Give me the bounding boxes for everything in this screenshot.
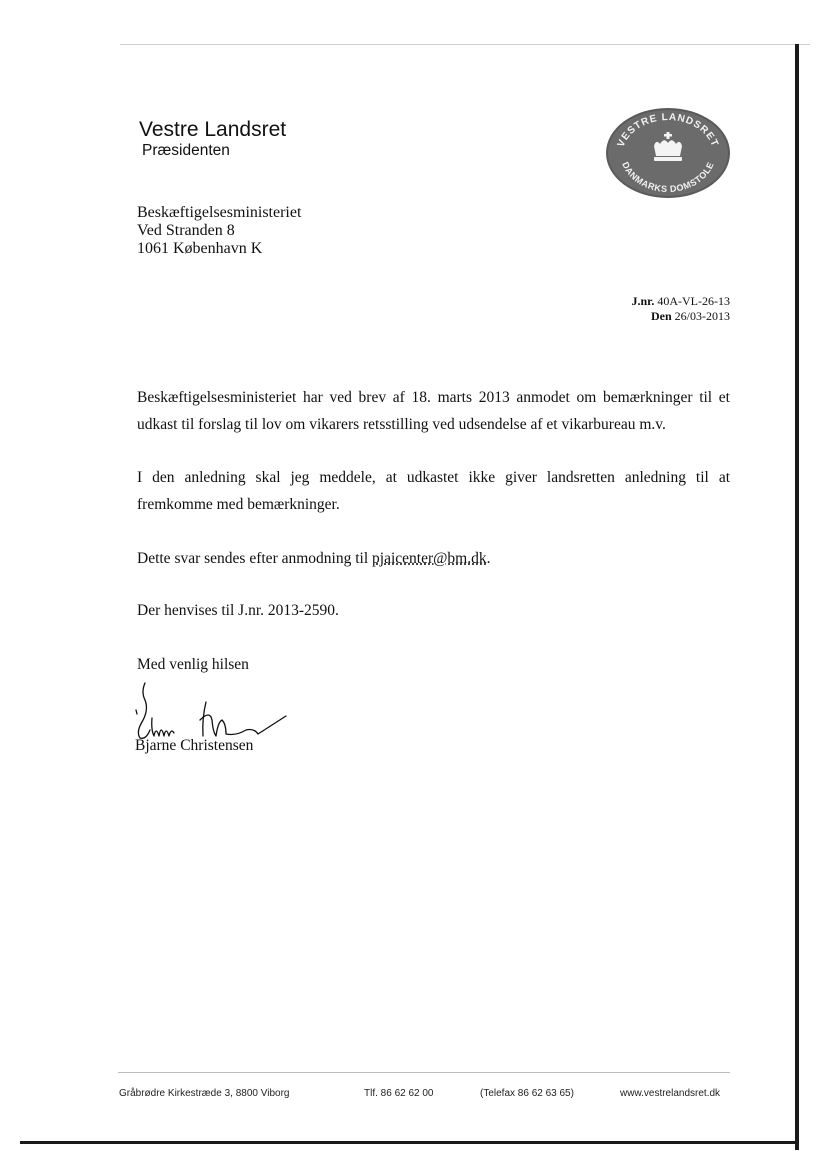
court-name: Vestre Landsret [139, 118, 287, 141]
svg-text:DANMARKS DOMSTOLE: DANMARKS DOMSTOLE [620, 160, 716, 195]
scan-edge-right [795, 44, 799, 1150]
jnr-label: J.nr. [631, 294, 655, 308]
date-value: 26/03-2013 [674, 309, 730, 323]
email-link[interactable]: pjaicenter@bm.dk [372, 550, 487, 567]
body-paragraph-4: Der henvises til J.nr. 2013-2590. [137, 602, 339, 619]
scan-edge-top [120, 44, 810, 45]
body-paragraph-3 [137, 545, 730, 572]
closing-greeting: Med venlig hilsen [137, 656, 249, 673]
scan-edge-bottom [20, 1141, 799, 1144]
recipient-line: Beskæftigelsesministeriet [137, 204, 302, 221]
footer-fax: (Telefax 86 62 63 65) [480, 1088, 574, 1099]
footer-divider [118, 1072, 730, 1073]
paragraph-3-suffix: . [486, 550, 491, 567]
recipient-line: 1061 København K [137, 240, 263, 257]
footer-website[interactable]: www.vestrelandsret.dk [620, 1088, 721, 1099]
paragraph-3-prefix: Dette svar sendes efter anmodning til [137, 550, 373, 567]
svg-text:VESTRE LANDSRET: VESTRE LANDSRET [615, 111, 721, 149]
court-office: Præsidenten [142, 142, 230, 159]
recipient-address [137, 204, 301, 258]
signer-name: Bjarne Christensen [135, 737, 254, 754]
court-seal-logo [604, 106, 732, 200]
jnr-value: 40A-VL-26-13 [657, 294, 730, 308]
footer-address: Gråbrødre Kirkestræde 3, 8800 Viborg [119, 1088, 290, 1099]
body-paragraph-1: Beskæftigelsesministeriet har ved brev af 18. marts 2013 anmodet om bemærkninger til et udkast til forslag til lov om vikarers retsstilling ved udsendelse af et vikarbureau m.v. [137, 389, 730, 433]
reference-block [631, 294, 730, 324]
recipient-line: Ved Stranden 8 [137, 222, 235, 239]
footer-phone: Tlf. 86 62 62 00 [364, 1088, 434, 1099]
date-label: Den [650, 309, 672, 323]
body-paragraph-2: I den anledning skal jeg meddele, at udkastet ikke giver landsretten anledning til at fremkomme med bemærkninger. [137, 469, 730, 513]
